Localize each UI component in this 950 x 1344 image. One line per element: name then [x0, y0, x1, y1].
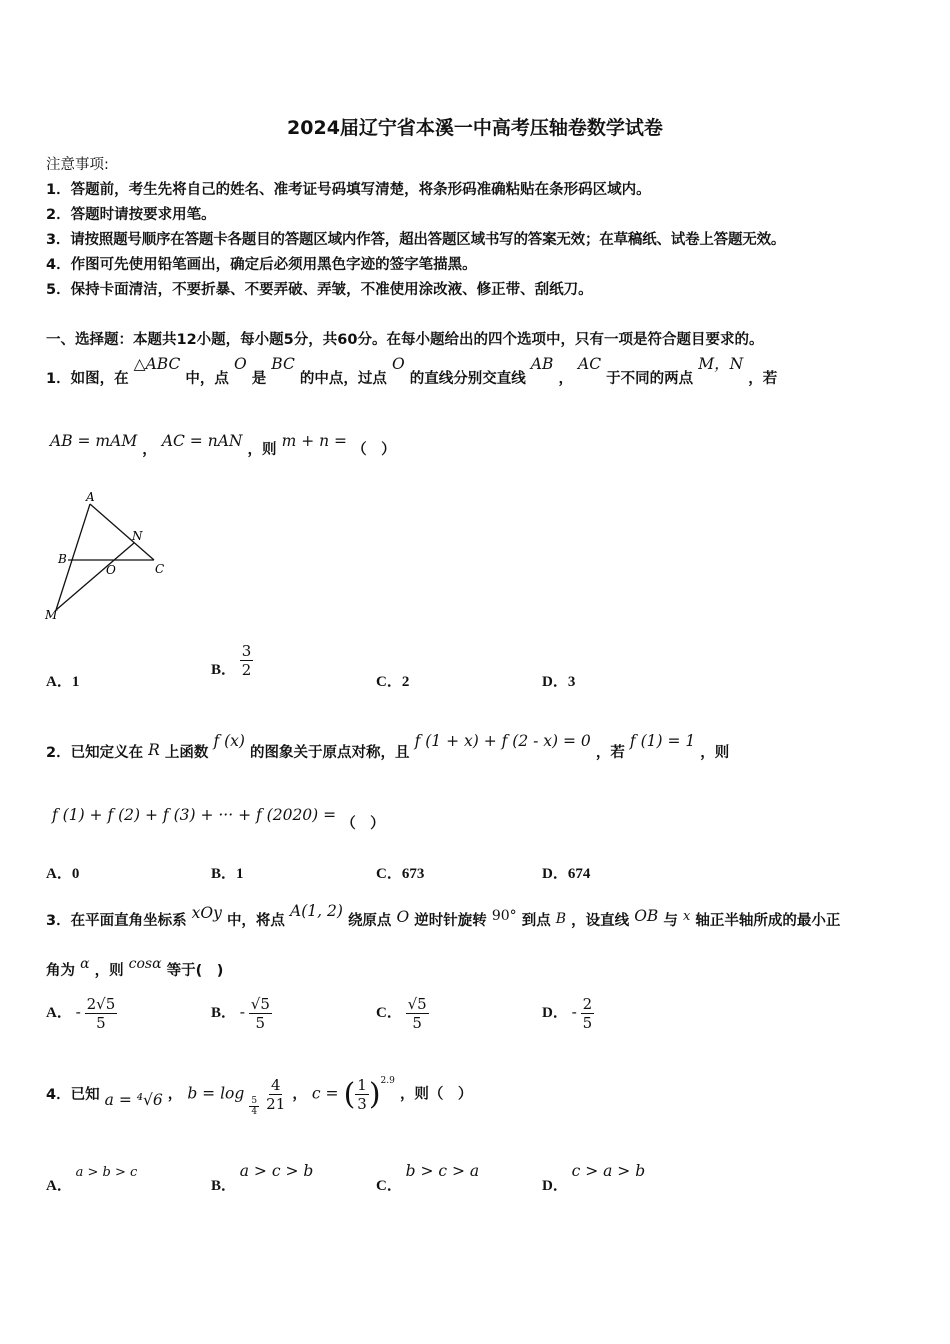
fig-label-a: A [86, 490, 95, 504]
q3-option-b-sign: - [239, 1002, 246, 1021]
q1-text-b: 中，点 [185, 371, 229, 387]
q3-text-g: 与 [663, 913, 678, 929]
fraction-numerator: 3 [241, 642, 252, 660]
q3-point-a: A(1, 2) [290, 902, 343, 920]
q3-option-b-fraction [249, 995, 272, 1032]
notice-item-5: 5．保持卡面清洁，不要折暴、不要弄破、弄皱，不准使用涂改液、修正带、刮纸刀。 [46, 282, 593, 298]
q3-option-d[interactable] [542, 995, 594, 1032]
q3-stem-line2 [46, 952, 223, 978]
q3-option-c-fraction [406, 995, 429, 1032]
q1-line-ab: AB [530, 355, 554, 373]
q2-equation: f (1 + x) + f (2 - x) = 0 [414, 732, 591, 750]
fig-line-mn [56, 543, 134, 610]
fraction-numerator: 5 [251, 1096, 258, 1106]
q1-point-o: O [233, 355, 247, 373]
q2-option-c[interactable]: C．673 [376, 866, 425, 882]
fig-label-o: O [106, 563, 116, 577]
q3-option-b-label: B． [211, 1004, 237, 1021]
q1-stem-line1 [46, 352, 777, 392]
q4-b-fraction [264, 1076, 287, 1113]
q1-segment-bc: BC [271, 355, 295, 373]
q1-eq1: AB = mAM [50, 432, 138, 450]
q1-option-d[interactable]: D．3 [542, 674, 576, 690]
q2-set-r: R [148, 741, 160, 759]
page-title: 2024届辽宁省本溪一中高考压轴卷数学试卷 [287, 117, 663, 139]
q1-text-h: ，则 [247, 442, 277, 458]
q2-sum: f (1) + f (2) + f (3) + ··· + f (2020) = [52, 806, 337, 824]
q4-b-log-base [249, 1096, 259, 1117]
q4-option-c[interactable] [376, 1160, 480, 1194]
fig-label-c: C [155, 562, 165, 576]
q2-option-d[interactable]: D．674 [542, 866, 591, 882]
fraction-denominator: 2 [241, 661, 252, 679]
fig-line-ac [90, 504, 154, 560]
q1-option-b[interactable] [211, 642, 253, 679]
section-heading: 一、选择题：本题共12小题，每小题5分，共60分。在每小题给出的四个选项中，只有一项是符合题目要求的。 [46, 332, 764, 348]
q4-c-lparen: ( [343, 1077, 356, 1112]
q1-option-c[interactable]: C．2 [376, 674, 410, 690]
q2-text-d: ，若 [595, 745, 625, 761]
q3-option-a-sign: - [75, 1002, 81, 1021]
q2-option-a[interactable]: A．0 [46, 866, 80, 882]
q2-option-b[interactable]: B．1 [211, 866, 244, 882]
q1-line-ac: AC [578, 355, 602, 373]
q4-tail: ，则（ ） [399, 1086, 473, 1103]
q3-text-h: 轴正半轴所成的最小正 [695, 913, 841, 929]
q1-text-c: 是 [251, 371, 267, 387]
fraction-denominator: 5 [412, 1014, 422, 1032]
q3-axis-x: x [682, 909, 691, 924]
q4-option-b-label: B． [211, 1178, 237, 1194]
q3-alpha: α [80, 956, 90, 972]
q4-option-a-label: A． [46, 1178, 72, 1194]
q3-option-d-sign: - [571, 1002, 577, 1021]
q1-text-d: 的中点，过点 [299, 371, 387, 387]
fraction-numerator: √5 [250, 995, 270, 1013]
q4-a-value: a = ⁴√6 [104, 1090, 163, 1109]
q1-eq3: m + n = [281, 432, 348, 450]
q3-line-ob: OB [634, 907, 659, 925]
q3-stem-line1 [46, 900, 840, 930]
q3-origin: O [396, 908, 410, 926]
q3-text-c: 绕原点 [347, 913, 392, 929]
notice-item-1: 1．答题前，考生先将自己的姓名、准考证号码填写清楚，将条形码准确粘贴在条形码区域内。 [46, 182, 651, 198]
q4-option-c-value: b > c > a [405, 1162, 480, 1180]
q4-option-a-value: a > b > c [75, 1165, 138, 1180]
q4-option-b-value: a > c > b [239, 1162, 314, 1180]
q4-text-a: 4．已知 [46, 1086, 100, 1103]
q3-option-a-fraction [85, 995, 118, 1032]
q3-option-a[interactable] [46, 995, 117, 1032]
q1-option-a[interactable]: A．1 [46, 674, 80, 690]
q2-text-b: 上函数 [164, 745, 209, 761]
q1-paren: （ ） [352, 442, 396, 458]
fraction-numerator: 2√5 [86, 995, 116, 1013]
q3-line2-a: 角为 [46, 963, 75, 979]
q1-triangle-figure [40, 488, 180, 623]
q3-point-b: B [555, 911, 567, 927]
q2-fx: f (x) [213, 732, 245, 750]
q4-option-d[interactable] [542, 1160, 646, 1194]
q3-text-e: 到点 [521, 913, 551, 929]
q3-text-d: 逆时针旋转 [414, 913, 487, 929]
q1-text-g: ，若 [748, 371, 778, 387]
q2-f1: f (1) = 1 [629, 732, 696, 750]
q3-line2-b: ，则 [94, 963, 124, 979]
fraction-denominator: 3 [357, 1095, 367, 1113]
q1-triangle: △ABC [133, 355, 181, 373]
q2-stem-line1 [46, 730, 729, 766]
q1-option-b-fraction [240, 642, 254, 679]
fraction-numerator: √5 [407, 995, 427, 1013]
q3-text-f: ，设直线 [571, 913, 630, 929]
q1-point-o2: O [391, 355, 405, 373]
fraction-denominator: 5 [582, 1014, 593, 1032]
q3-option-d-fraction [581, 995, 595, 1032]
q3-text-a: 3．在平面直角坐标系 [46, 913, 187, 929]
q3-option-b[interactable] [211, 995, 272, 1032]
q1-eq2: AC = nAN [161, 432, 243, 450]
q3-option-c-label: C． [376, 1004, 402, 1021]
fig-label-b: B [58, 552, 67, 566]
q3-plane-xoy: xOy [191, 904, 222, 922]
q2-text-a: 2．已知定义在 [46, 745, 144, 761]
q3-degree: 90° [491, 908, 517, 924]
q4-c-eq: c = [311, 1084, 339, 1103]
fraction-denominator: 5 [255, 1014, 266, 1032]
q4-stem [46, 1076, 472, 1130]
q1-sep: ， [142, 442, 157, 458]
q4-option-d-value: c > a > b [571, 1162, 646, 1180]
q1-stem-line2 [50, 430, 396, 458]
fraction-denominator: 21 [266, 1095, 286, 1113]
notice-item-4: 4．作图可先使用铅笔画出，确定后必须用黑色字迹的签字笔描黑。 [46, 257, 477, 273]
q1-points-mn: M，N [698, 355, 744, 373]
notice-item-2: 2．答题时请按要求用笔。 [46, 207, 216, 223]
q3-line2-c: 等于( ) [166, 963, 224, 979]
q1-text-e: 的直线分别交直线 [409, 371, 526, 387]
q3-option-c[interactable] [376, 995, 429, 1032]
notice-heading: 注意事项: [46, 157, 109, 173]
notice-item-3: 3．请按照题号顺序在答题卡各题目的答题区域内作答，超出答题区域书写的答案无效；在草稿纸、试卷上答题无效。 [46, 232, 786, 248]
q2-text-c: 的图象关于原点对称，且 [250, 745, 410, 761]
q4-c-fraction [355, 1076, 369, 1113]
fig-label-m: M [45, 608, 58, 622]
fraction-denominator: 4 [251, 1107, 258, 1117]
q1-text-f: 于不同的两点 [606, 371, 694, 387]
q3-option-a-label: A． [46, 1004, 72, 1021]
q3-option-d-label: D． [542, 1004, 568, 1021]
q3-cos: cosα [128, 956, 162, 972]
q4-option-c-label: C． [376, 1178, 402, 1194]
q4-comma2: ， [292, 1086, 307, 1103]
q4-comma1: ， [167, 1086, 183, 1103]
fraction-denominator: 5 [96, 1014, 106, 1032]
fraction-numerator: 4 [270, 1076, 281, 1094]
q4-option-b[interactable] [211, 1160, 314, 1194]
q4-option-a[interactable] [46, 1160, 138, 1194]
q1-text-a: 1．如图，在 [46, 371, 129, 387]
q4-c-rparen: ) [368, 1077, 381, 1112]
q2-stem-line2 [52, 804, 385, 832]
q4-c-exponent: 2.9 [380, 1076, 395, 1086]
q4-b-log: b = log [187, 1084, 245, 1103]
q3-text-b: 中，将点 [226, 913, 285, 929]
fig-label-n: N [132, 529, 143, 543]
q2-paren: （ ） [341, 816, 385, 832]
q1-comma: ， [558, 371, 573, 387]
q2-text-e: ，则 [700, 745, 730, 761]
fraction-numerator: 2 [582, 995, 593, 1013]
q4-option-d-label: D． [542, 1178, 568, 1194]
q1-option-b-label: B． [211, 661, 237, 678]
fraction-numerator: 1 [357, 1076, 367, 1094]
